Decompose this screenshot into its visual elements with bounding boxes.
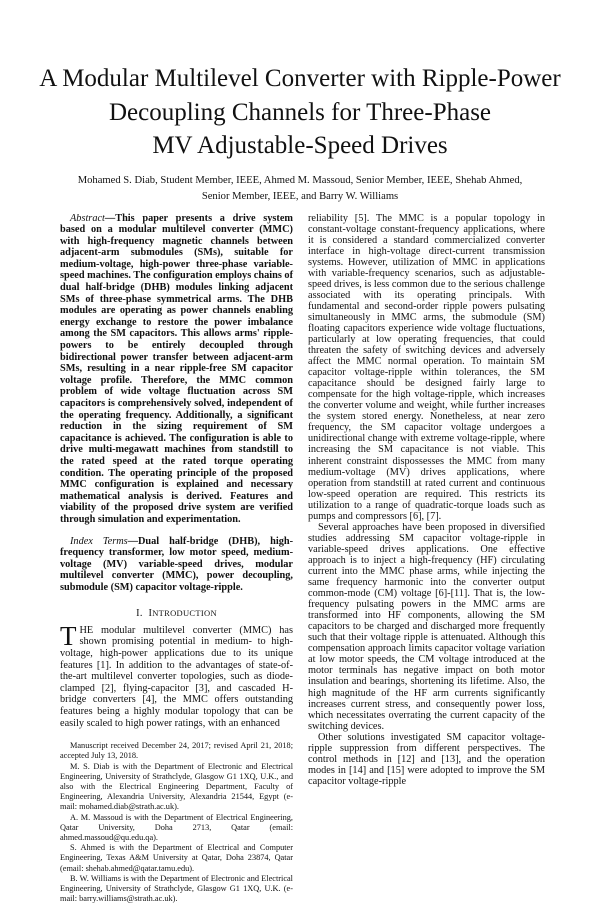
body-paragraph: Several approaches have been proposed in diversified studies addressing SM capacitor voltage-ripple in variable-speed drives applications. One effective approach is to inject a high-frequency (HF) circulating current into the MMC phase arms, while injecting the same frequency harmonic into the converter output common-mode (CM) voltage [6]-[11]. That is, the low-frequency pulsating powers in the MMC arms are transformed into HF components, allowing the SM capacitors to be charged and discharged more frequently such that their voltage ripple is attenuated. Although this compensation approach limits capacitor voltage variation at low motor speeds, the CM voltage introduced at the motor terminals has negative impact on both motor insulation and bearings, shortening its lifetime. Also, the high magnitude of the HF arm currents significantly increases current stress, and consequently power loss, which necessitates overrating the current capacity of the switching devices. xyxy=(308,522,545,732)
footnote: B. W. Williams is with the Department of Electronic and Electrical Engineering, University of Strathclyde, Glasgow G1 1XQ, U.K. (e-mail: barry.williams@strath.ac.uk). xyxy=(60,874,293,904)
footnote: A. M. Massoud is with the Department of Electrical Engineering, Qatar University, Doha 2713, Qatar (email: ahmed.massoud@qu.edu.qa). xyxy=(60,813,293,844)
section-title-initial: I xyxy=(148,608,152,619)
index-terms-text: —Dual half-bridge (DHB), high-frequency transformer, low motor speed, medium-voltage (MV) variable-speed drives, modular multilevel converter (MMC), power decoupling, submodule (SM) capacitor voltage-ripple. xyxy=(60,536,293,593)
authors-line-1: Mohamed S. Diab, Student Member, IEEE, Ahmed M. Massoud, Senior Member, IEEE, Shehab Ahmed, xyxy=(10,173,590,189)
section-heading xyxy=(60,608,293,619)
footnote: M. S. Diab is with the Department of Electronic and Electrical Engineering, University of Strathclyde, Glasgow G1 1XQ, U.K., and also with the Electrical Engineering Department, Faculty of Engineering, Alexandria University, Alexandria 21544, Egypt (e-mail: mohamed.diab@strath.ac.uk). xyxy=(60,762,293,813)
section-title-rest: NTRODUCTION xyxy=(152,608,217,618)
index-terms-label: Index Terms xyxy=(70,536,128,547)
footnote: Manuscript received December 24, 2017; revised April 21, 2018; accepted July 13, 2018. xyxy=(60,741,293,761)
body-columns xyxy=(60,213,545,904)
author-list xyxy=(10,173,590,205)
title-line: Decoupling Channels for Three-Phase xyxy=(20,96,580,130)
title-line: A Modular Multilevel Converter with Ripple-Power xyxy=(20,62,580,96)
intro-paragraph xyxy=(60,625,293,729)
abstract-label: Abstract xyxy=(70,213,105,224)
left-column xyxy=(60,213,293,904)
abstract-text: —This paper presents a drive system based on a modular multilevel converter (MMC) with high-frequency magnetic channels between adjacent-arm submodules (SMs), suitable for medium-voltage, high-power three-phase variable-speed machines. The configuration employs chains of dual half-bridge (DHB) modules linking adjacent SMs of three-phase symmetrical arms. The DHB modules are operating as power channels enabling energy exchange to restore the power imbalance among the SM capacitors. This allows arms' ripple-powers to be entirely decoupled through bidirectional power transfer between adjacent-arm SMs, resulting in a near ripple-free SM capacitor voltage profile. Therefore, the MMC common problem of wide voltage fluctuation across SM capacitors is comprehensively solved, independent of the operating frequency. Additionally, a significant reduction in the sizing requirement of SM capacitance is achieved. The configuration is able to drive multi-megawatt machines from standstill to the rated speed at the rated torque operating condition. The operating principle of the proposed MMC configuration is explained and necessary mathematical analysis is derived. Features and viability of the proposed drive system are verified through simulation and experimentation. xyxy=(60,213,293,525)
section-number: I. xyxy=(136,608,143,619)
body-paragraph: reliability [5]. The MMC is a popular topology in constant-voltage constant-frequency applications, where it is considered a standard commercialized converter interface in high-voltage direct-current transmission systems. However, utilization of MMC in applications with variable-frequency scenarios, such as adjustable-speed drives, is less common due to the serious challenge associated with its operating principals. With fundamental and second-order ripple powers pulsating simultaneously in MMC arms, the submodule (SM) floating capacitors experience wide voltage fluctuations, particularly at low operating frequencies, that could threaten the safety of switching devices and adversely affect the MMC normal operation. To maintain SM capacitor voltage-ripple within tolerances, the SM capacitance should be designed fairly large to compensate for the high voltage-ripple, which increases the converter volume and weight, while further increases the system stored energy. Nonetheless, at near zero frequency, the SM capacitor voltage undergoes a unidirectional change with extreme voltage-ripple, where increasing the SM capacitance is not viable. This inherent constraint dispossesses the MMC from many medium-voltage (MV) drives applications, where operation from standstill at rated current and continuous low-speed operation are required. This restricts its utilization to a range of quadratic-torque loads such as pumps and compressors [6], [7]. xyxy=(308,213,545,522)
abstract xyxy=(60,213,293,526)
footnote: S. Ahmed is with the Department of Electrical and Computer Engineering, Texas A&M University at Qatar, Doha 23874, Qatar (email: shehab.ahmed@qatar.tamu.edu). xyxy=(60,843,293,874)
right-column xyxy=(308,213,545,787)
drop-cap: T xyxy=(60,625,77,648)
footnotes xyxy=(60,741,293,904)
index-terms xyxy=(60,536,293,594)
body-paragraph: Other solutions investigated SM capacitor voltage-ripple suppression from different perspectives. The control methods in [12] and [13], and the operation modes in [14] and [15] were adopted to improve the SM capacitor voltage-ripple xyxy=(308,732,545,787)
paper-title xyxy=(20,62,580,163)
intro-text: HE modular multilevel converter (MMC) has shown promising potential in medium- to high-voltage, high-power applications due to its unique features [1]. In addition to the advantages of state-of-the-art multilevel converter topologies, such as diode-clamped [2], flying-capacitor [3], and cascaded H-bridge converters [4], the MMC offers outstanding features being a highly modular topology that can be easily scaled to high power ratings, with an enhanced xyxy=(60,625,293,729)
authors-line-2: Senior Member, IEEE, and Barry W. Williams xyxy=(10,189,590,205)
title-line: MV Adjustable-Speed Drives xyxy=(20,129,580,163)
